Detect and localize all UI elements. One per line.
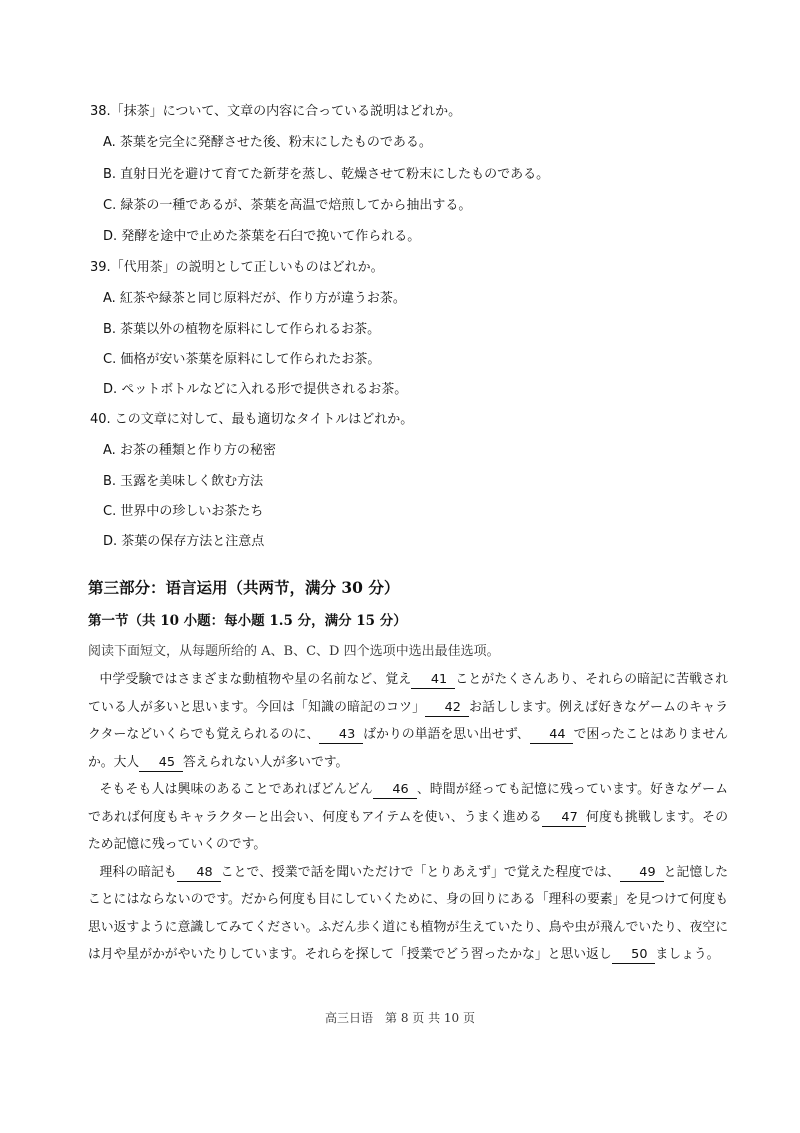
passage-text: と記憶したことにはならないのです。だから何度も目にしていくために、身の回りにある「理科の要素」を見つけて何度も思い返すように意識してみてください。ふだん歩く道にも植物が生えていたり、鳥や虫が飛んでいたり、夜空には月や星がかがやいたりしています。それらを探して「授業でどう習ったかな」と思い返し (88, 864, 729, 962)
page-footer: 高三日语 第 8 页 共 10 页 (325, 1011, 475, 1025)
question-40-option-d: D. 茶葉の保存方法と注意点 (103, 534, 265, 549)
blank-44: 44 (530, 727, 574, 744)
question-39-stem: 39.「代用茶」の説明として正しいものはどれか。 (90, 260, 384, 275)
passage-text: ことがたくさんあり、それらの暗記に苦戦されている人が多いと思います。今回は「知識の暗記のコツ」 (88, 672, 729, 715)
blank-47: 47 (542, 810, 586, 827)
question-39-option-a: A. 紅茶や緑茶と同じ原料だが、作り方が違うお茶。 (103, 291, 406, 306)
question-38-option-a: A. 茶葉を完全に発酵させた後、粉末にしたものである。 (103, 135, 432, 150)
question-38-option-c: C. 緑茶の一種であるが、茶葉を高温で焙煎してから抽出する。 (103, 198, 472, 213)
passage-text: 答えられない人が多いです。 (183, 754, 349, 770)
passage-text: 、時間が経っても記憶に残っています。好きなゲームであれば何度もキャラクターと出会い、何度もアイテムを使い、うまく進める (88, 782, 728, 825)
passage-text: お話しします。例えば好きなゲームのキャラクターなどいくらでも覚えられるのに、 (88, 699, 728, 742)
question-40-option-b: B. 玉露を美味しく飲む方法 (103, 474, 264, 489)
part3-title: 第三部分：语言运用（共两节，满分 30 分） (88, 578, 400, 597)
question-38-stem: 38.「抹茶」について、文章の内容に合っている説明はどれか。 (90, 104, 462, 119)
question-39-option-d: D. ペットボトルなどに入れる形で提供されるお茶。 (103, 382, 408, 397)
passage-text: 理科の暗記も (99, 864, 177, 880)
passage-text: ばかりの単語を思い出せず、 (363, 727, 530, 742)
passage-text: ことで、授業で話を聞いただけで「とりあえず」で覚えた程度では、 (220, 864, 620, 880)
passage-text: そもそも人は興味のあることであればどんどん (99, 782, 373, 797)
blank-45: 45 (139, 755, 183, 772)
cloze-passage (88, 666, 728, 969)
question-39-option-c: C. 価格が安い茶葉を原料にして作られたお茶。 (103, 352, 381, 367)
question-38-option-d: D. 発酵を途中で止めた茶葉を石臼で挽いて作られる。 (103, 229, 421, 244)
blank-41: 41 (411, 672, 455, 689)
blank-42: 42 (425, 700, 469, 717)
passage-text: 中学受験ではさまざまな動植物や星の名前など、覚え (99, 672, 412, 687)
blank-48: 48 (177, 865, 221, 882)
passage-paragraph-3 (88, 859, 728, 969)
section1-instruction: 阅读下面短文，从每题所给的 A、B、C、D 四个选项中选出最佳选项。 (88, 644, 500, 659)
section1-title: 第一节（共 10 小题：每小题 1.5 分，满分 15 分） (88, 613, 407, 629)
question-40-option-c: C. 世界中の珍しいお茶たち (103, 504, 264, 519)
passage-paragraph-2 (88, 776, 728, 859)
question-39-option-b: B. 茶葉以外の植物を原料にして作られるお茶。 (103, 322, 381, 337)
passage-text: で困ったことはありませんか。大人 (88, 727, 729, 770)
question-38-option-b: B. 直射日光を避けて育てた新芽を蒸し、乾燥させて粉末にしたものである。 (103, 167, 550, 182)
blank-46: 46 (373, 782, 417, 799)
question-40-stem: 40. この文章に対して、最も適切なタイトルはどれか。 (90, 412, 414, 427)
blank-43: 43 (319, 727, 363, 744)
question-40-option-a: A. お茶の種類と作り方の秘密 (103, 443, 276, 458)
blank-49: 49 (620, 865, 664, 882)
passage-text: ましょう。 (655, 947, 720, 962)
passage-text: 何度も挑戦します。そのため記憶に残っていくのです。 (88, 809, 728, 852)
passage-paragraph-1 (88, 666, 728, 776)
blank-50: 50 (612, 947, 656, 964)
